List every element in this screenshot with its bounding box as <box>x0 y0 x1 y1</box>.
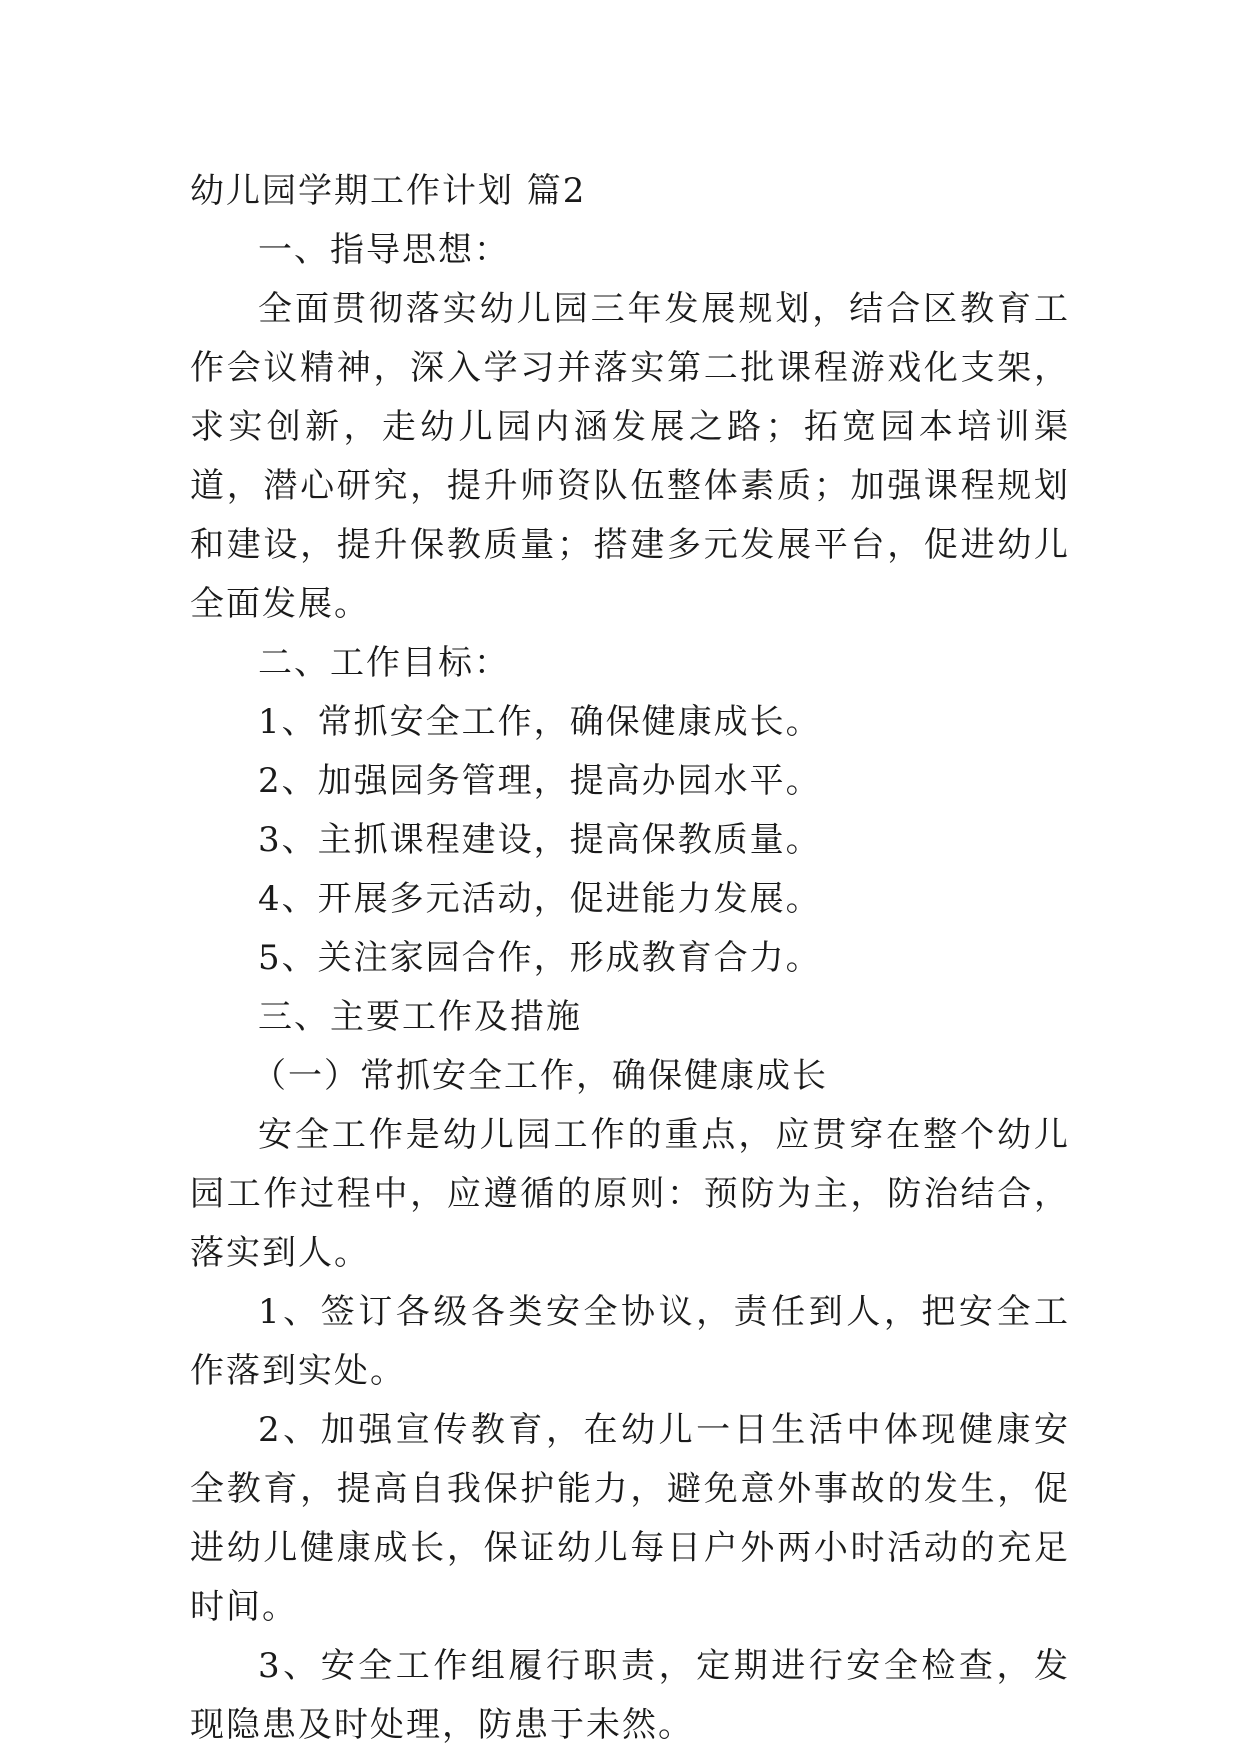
goal-item-2: 2、加强园务管理，提高办园水平。 <box>258 761 822 801</box>
section-heading-main-work: 三、主要工作及措施 <box>258 997 582 1037</box>
document-title: 幼儿园学期工作计划 篇2 <box>190 171 587 211</box>
section-heading-guiding-ideology: 一、指导思想： <box>258 230 510 270</box>
section-heading-work-goals: 二、工作目标： <box>258 643 510 683</box>
subsection-heading-safety: （一）常抓安全工作，确保健康成长 <box>252 1056 828 1096</box>
goal-item-4: 4、开展多元活动，促进能力发展。 <box>258 879 822 919</box>
goal-item-5: 5、关注家园合作，形成教育合力。 <box>258 938 822 978</box>
document-body <box>190 162 1070 1755</box>
paragraph-guiding-ideology: 全面贯彻落实幼儿园三年发展规划，结合区教育工作会议精神，深入学习并落实第二批课程游戏化支架，求实创新，走幼儿园内涵发展之路；拓宽园本培训渠道，潜心研究，提升师资队伍整体素质；加强课程规划和建设，提升保教质量；搭建多元发展平台，促进幼儿全面发展。 <box>190 289 1070 624</box>
goal-item-3: 3、主抓课程建设，提高保教质量。 <box>258 820 822 860</box>
paragraph-safety-intro: 安全工作是幼儿园工作的重点，应贯穿在整个幼儿园工作过程中，应遵循的原则：预防为主，防治结合，落实到人。 <box>190 1115 1070 1273</box>
goal-item-1: 1、常抓安全工作，确保健康成长。 <box>258 702 822 742</box>
safety-item-3: 3、安全工作组履行职责，定期进行安全检查，发现隐患及时处理，防患于未然。 <box>190 1646 1070 1745</box>
safety-item-2: 2、加强宣传教育，在幼儿一日生活中体现健康安全教育，提高自我保护能力，避免意外事故的发生，促进幼儿健康成长，保证幼儿每日户外两小时活动的充足时间。 <box>190 1410 1070 1627</box>
safety-item-1: 1、签订各级各类安全协议，责任到人，把安全工作落到实处。 <box>190 1292 1070 1391</box>
